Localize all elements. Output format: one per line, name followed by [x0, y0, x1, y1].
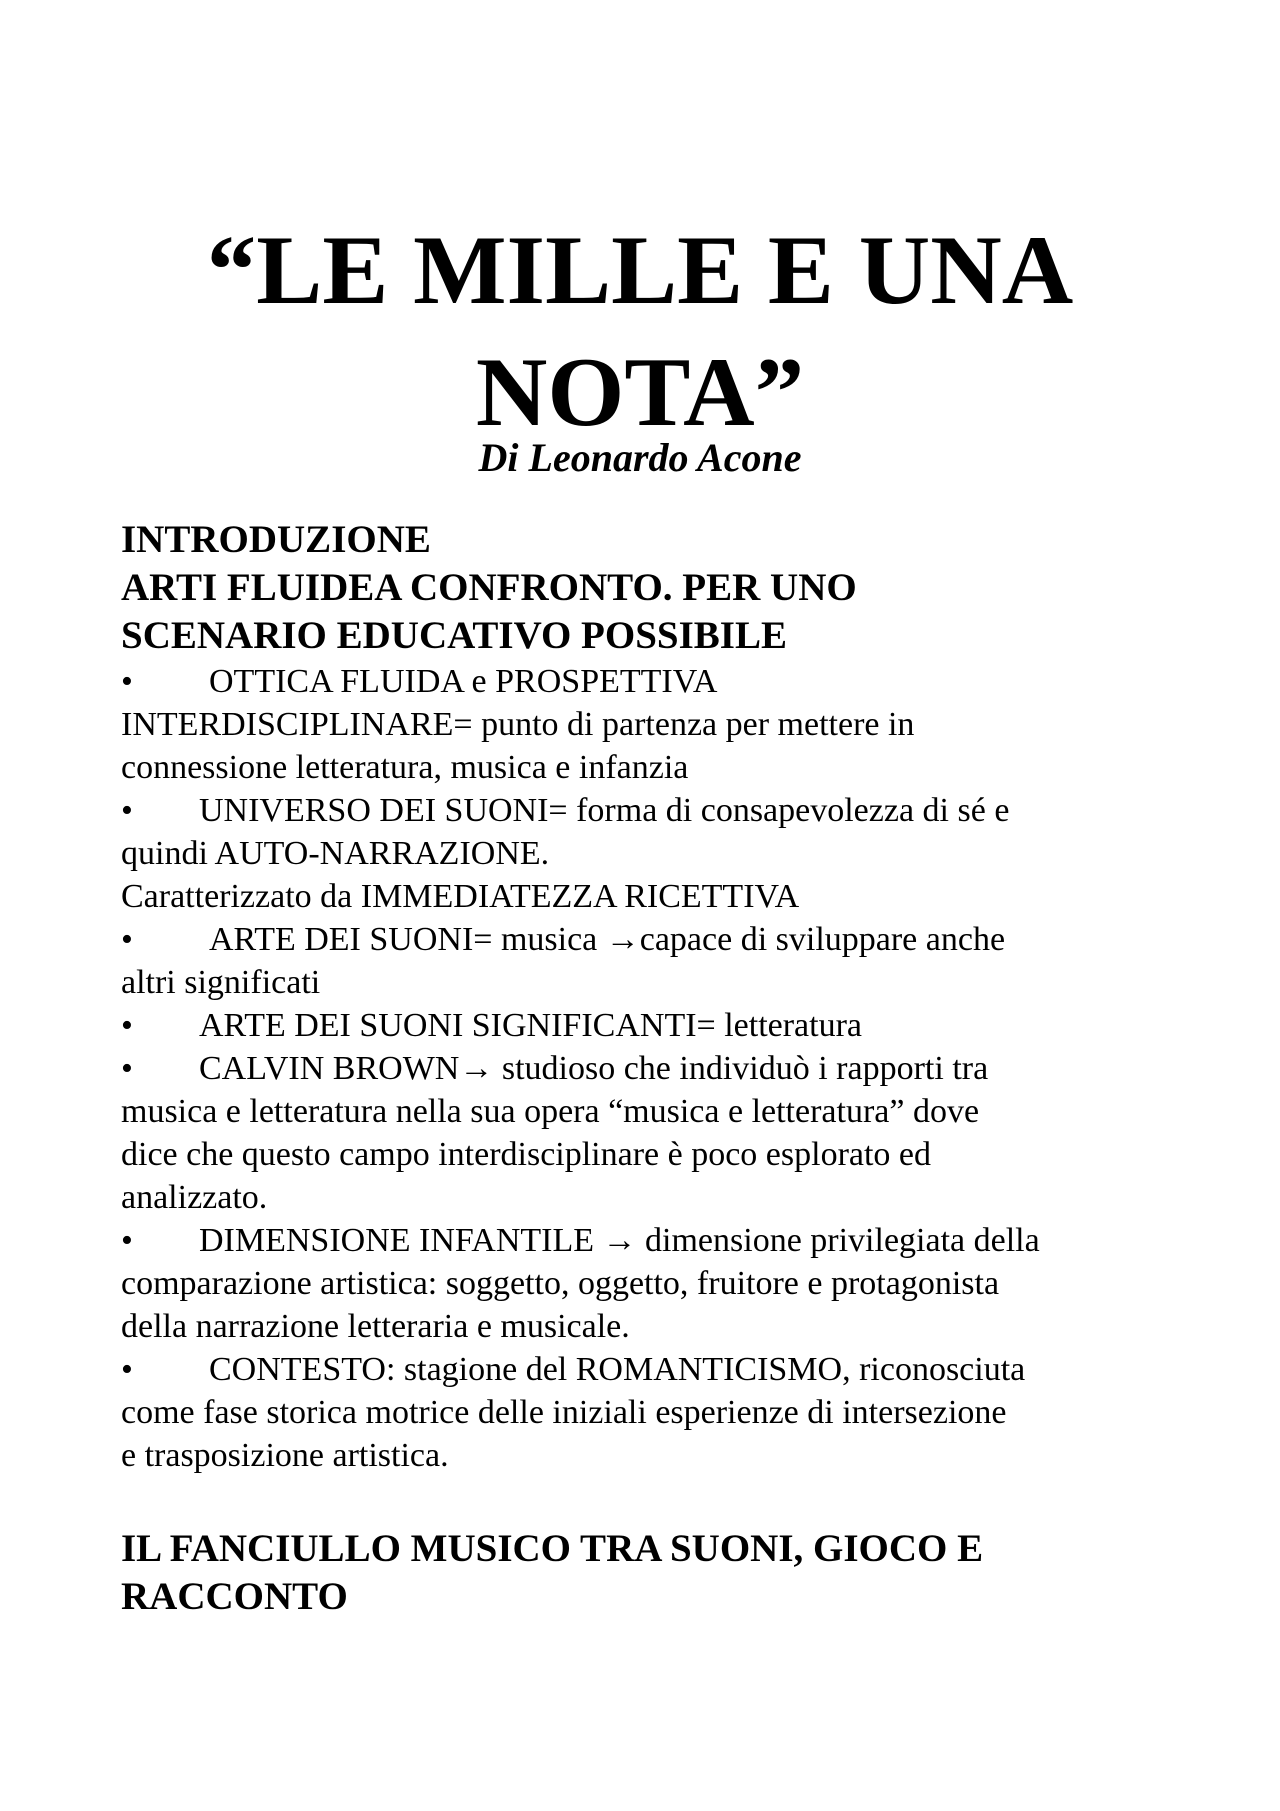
bullet-text-line: come fase storica motrice delle iniziali esperienze di intersezione — [121, 1394, 1007, 1431]
bullet-marker: • — [121, 792, 133, 829]
bullet-text-line: quindi AUTO-NARRAZIONE. — [121, 835, 550, 872]
bullet-text-line: UNIVERSO DEI SUONI= forma di consapevolezza di sé e — [199, 792, 1010, 829]
bullet-text-line: analizzato. — [121, 1179, 268, 1216]
bullet-marker: • — [121, 1007, 133, 1044]
bullet-item — [121, 918, 1181, 1004]
bullet-text-line: e trasposizione artistica. — [121, 1437, 449, 1474]
bullet-item — [121, 1047, 1181, 1219]
bullet-text-line: altri significati — [121, 964, 321, 1001]
bullet-item — [121, 1004, 1181, 1047]
bullet-text-line: Caratterizzato da IMMEDIATEZZA RICETTIVA — [121, 878, 800, 915]
bullet-text-line: connessione letteratura, musica e infanzia — [121, 749, 689, 786]
title-line-2: NOTA” — [475, 338, 805, 447]
bullet-text-line: ARTE DEI SUONI SIGNIFICANTI= letteratura — [199, 1007, 862, 1044]
bullet-marker: • — [121, 1222, 133, 1259]
section-heading-introduzione: INTRODUZIONE — [121, 518, 431, 561]
bullet-marker: • — [121, 1050, 133, 1087]
bullet-text-line: musica e letteratura nella sua opera “musica e letteratura” dove — [121, 1093, 980, 1130]
document-body — [121, 516, 1181, 1621]
section-heading-fanciullo-line-1: IL FANCIULLO MUSICO TRA SUONI, GIOCO E — [121, 1527, 984, 1570]
section-subheading-line-2: SCENARIO EDUCATIVO POSSIBILE — [121, 614, 787, 657]
bullet-marker: • — [121, 921, 133, 958]
bullet-text-line: CONTESTO: stagione del ROMANTICISMO, riconosciuta — [209, 1351, 1026, 1388]
bullet-marker: • — [121, 663, 133, 700]
section-subheading-line-1: ARTI FLUIDEA CONFRONTO. PER UNO — [121, 566, 857, 609]
title-line-1: “LE MILLE E UNA — [206, 216, 1074, 325]
bullet-text-line: comparazione artistica: soggetto, oggetto, fruitore e protagonista — [121, 1265, 1000, 1302]
bullet-text-line: dice che questo campo interdisciplinare è poco esplorato ed — [121, 1136, 932, 1173]
bullet-text-line: DIMENSIONE INFANTILE → dimensione privilegiata della — [199, 1222, 1040, 1259]
bullet-text-line: della narrazione letteraria e musicale. — [121, 1308, 630, 1345]
bullet-text-line: INTERDISCIPLINARE= punto di partenza per mettere in — [121, 706, 915, 743]
bullet-item — [121, 1219, 1181, 1348]
bullet-text-line: OTTICA FLUIDA e PROSPETTIVA — [209, 663, 718, 700]
bullet-text-line: CALVIN BROWN→ studioso che individuò i rapporti tra — [199, 1050, 989, 1087]
author-byline: Di Leonardo Acone — [478, 435, 802, 480]
bullet-item — [121, 1348, 1181, 1477]
section-heading-fanciullo-line-2: RACCONTO — [121, 1575, 348, 1618]
section-spacer — [121, 1477, 1181, 1525]
bullet-item — [121, 660, 1181, 789]
document-title — [0, 210, 1280, 454]
bullet-marker: • — [121, 1351, 133, 1388]
bullet-item — [121, 789, 1181, 918]
bullet-text-line: ARTE DEI SUONI= musica →capace di sviluppare anche — [209, 921, 1006, 958]
